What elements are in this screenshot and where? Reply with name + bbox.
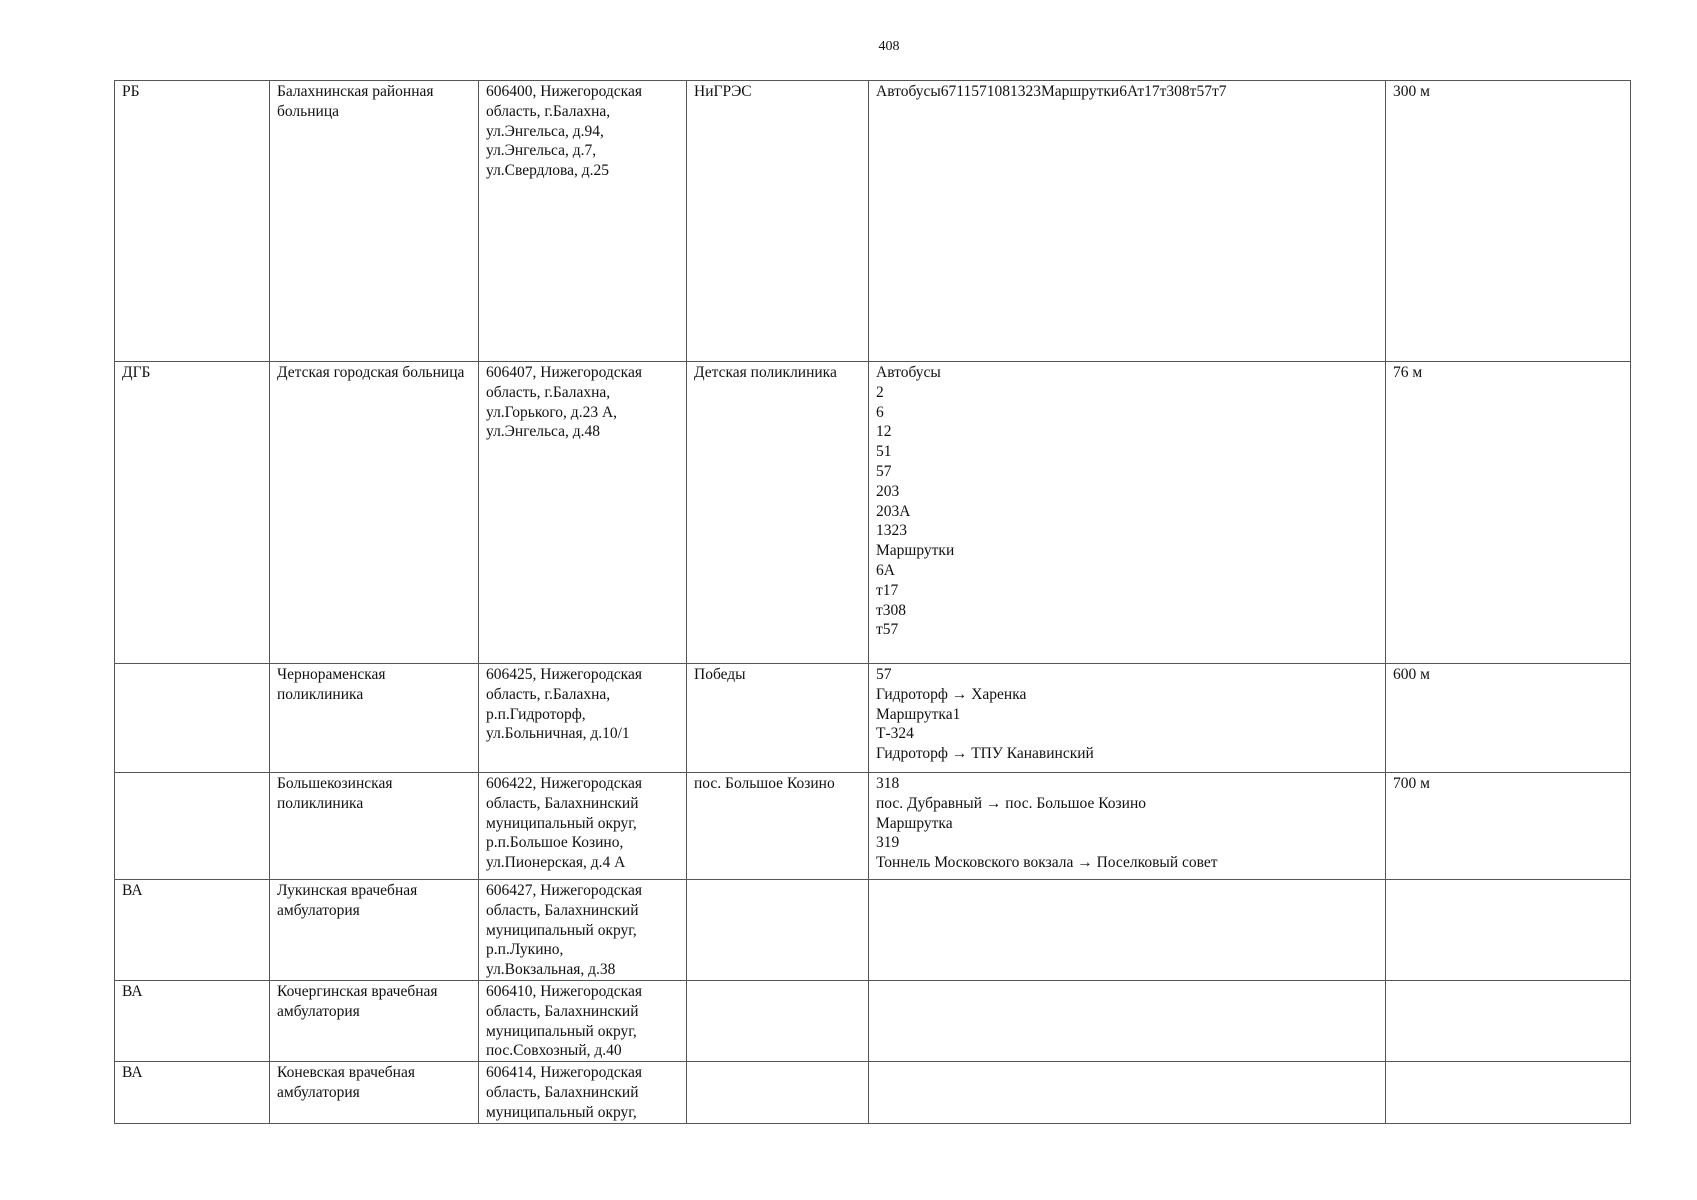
table-row <box>115 362 1631 664</box>
stop-cell: НиГРЭС <box>687 81 869 362</box>
table-row <box>115 773 1631 880</box>
address-cell: 606414, Нижегородская область, Балахнинский муниципальный округ, <box>479 1062 687 1123</box>
transport-cell <box>869 980 1386 1061</box>
facility-type-cell <box>115 664 270 773</box>
transport-cell <box>869 880 1386 981</box>
transport-cell: Автобусы6711571081323Маршрутки6Ат17т308т57т7 <box>869 81 1386 362</box>
address-cell: 606422, Нижегородская область, Балахнинский муниципальный округ, р.п.Большое Козино, ул.Пионерская, д.4 А <box>479 773 687 880</box>
facility-name-cell: Коневская врачебная амбулатория <box>270 1062 479 1123</box>
facility-type-cell <box>115 773 270 880</box>
table-row <box>115 980 1631 1061</box>
distance-cell <box>1386 1062 1631 1123</box>
table-row <box>115 880 1631 981</box>
stop-cell <box>687 880 869 981</box>
facility-name-cell: Детская городская больница <box>270 362 479 664</box>
facility-name-cell: Чернораменская поликлиника <box>270 664 479 773</box>
facilities-table <box>114 80 1631 1124</box>
transport-cell: 318 пос. Дубравный → пос. Большое Козино Маршрутка 319 Тоннель Московского вокзала → Поселковый совет <box>869 773 1386 880</box>
facility-type-cell: ВА <box>115 880 270 981</box>
address-cell: 606410, Нижегородская область, Балахнинский муниципальный округ, пос.Совхозный, д.40 <box>479 980 687 1061</box>
distance-cell: 600 м <box>1386 664 1631 773</box>
distance-cell: 300 м <box>1386 81 1631 362</box>
table-row <box>115 664 1631 773</box>
facility-name-cell: Лукинская врачебная амбулатория <box>270 880 479 981</box>
stop-cell: Победы <box>687 664 869 773</box>
facility-type-cell: ВА <box>115 980 270 1061</box>
address-cell: 606400, Нижегородская область, г.Балахна, ул.Энгельса, д.94, ул.Энгельса, д.7, ул.Свердлова, д.25 <box>479 81 687 362</box>
distance-cell <box>1386 980 1631 1061</box>
distance-cell <box>1386 880 1631 981</box>
stop-cell: пос. Большое Козино <box>687 773 869 880</box>
address-cell: 606427, Нижегородская область, Балахнинский муниципальный округ, р.п.Лукино, ул.Вокзальная, д.38 <box>479 880 687 981</box>
transport-cell <box>869 1062 1386 1123</box>
stop-cell <box>687 980 869 1061</box>
transport-cell: Автобусы 2 6 12 51 57 203 203А 1323 Маршрутки 6А т17 т308 т57 <box>869 362 1386 664</box>
facility-type-cell: РБ <box>115 81 270 362</box>
facility-name-cell: Кочергинская врачебная амбулатория <box>270 980 479 1061</box>
address-cell: 606407, Нижегородская область, г.Балахна, ул.Горького, д.23 А, ул.Энгельса, д.48 <box>479 362 687 664</box>
table-row <box>115 1062 1631 1123</box>
stop-cell <box>687 1062 869 1123</box>
transport-cell: 57 Гидроторф → Харенка Маршрутка1 Т-324 Гидроторф → ТПУ Канавинский <box>869 664 1386 773</box>
address-cell: 606425, Нижегородская область, г.Балахна, р.п.Гидроторф, ул.Больничная, д.10/1 <box>479 664 687 773</box>
facility-name-cell: Большекозинская поликлиника <box>270 773 479 880</box>
distance-cell: 76 м <box>1386 362 1631 664</box>
facility-name-cell: Балахнинская районная больница <box>270 81 479 362</box>
page-number: 408 <box>878 39 900 54</box>
table-row <box>115 81 1631 362</box>
distance-cell: 700 м <box>1386 773 1631 880</box>
stop-cell: Детская поликлиника <box>687 362 869 664</box>
facility-type-cell: ДГБ <box>115 362 270 664</box>
facility-type-cell: ВА <box>115 1062 270 1123</box>
